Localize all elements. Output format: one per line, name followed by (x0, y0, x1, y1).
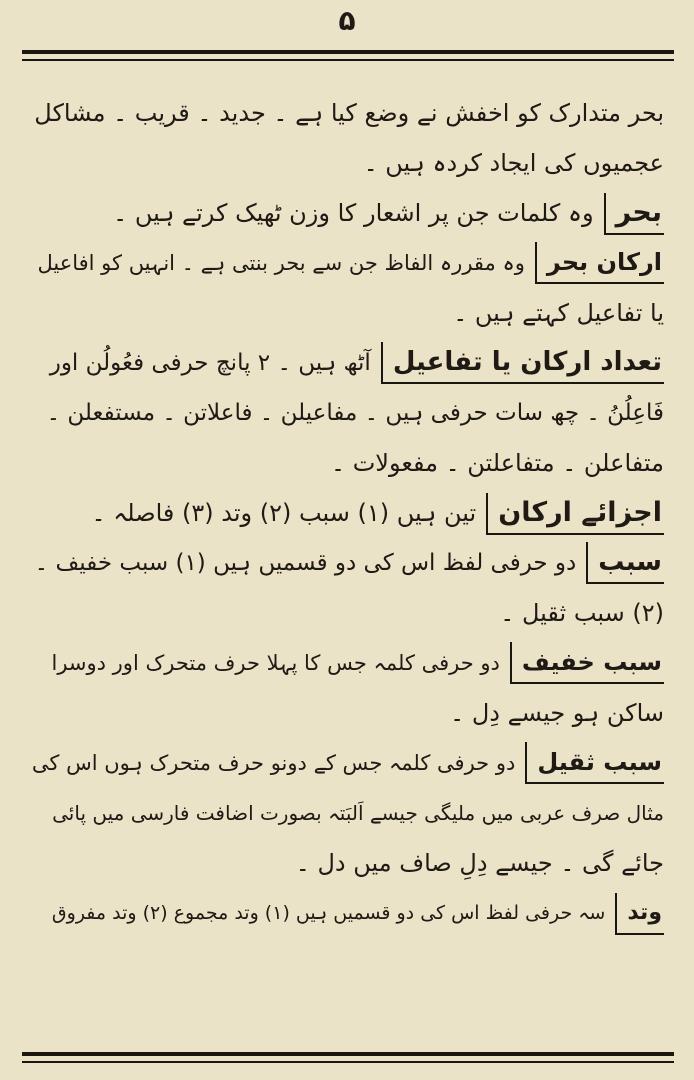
term-label: ارکان بحر (535, 242, 664, 284)
text-line (30, 588, 664, 638)
line-text: آٹھ ہیں ۔ ۲ پانچ حرفی فعُولُن اور (49, 350, 371, 376)
text-line (30, 388, 664, 438)
text-line (30, 688, 664, 738)
term-label: بحر (604, 193, 664, 235)
text-line (30, 288, 664, 338)
line-text: دو حرفی لفظ اس کی دو قسمیں ہیں (۱) سبب خفیف ۔ (34, 550, 577, 576)
line-text: (۲) سبب ثقیل ۔ (500, 599, 664, 627)
text-line (30, 438, 664, 488)
line-text: متفاعلن ۔ متفاعلتن ۔ مفعولات ۔ (331, 449, 664, 477)
definition-line (30, 638, 664, 688)
page-number: ۵ (338, 4, 356, 37)
term-label: وتد (615, 893, 664, 935)
term-label: سبب ثقیل (525, 742, 664, 784)
text-line (30, 138, 664, 188)
line-text: دو حرفی کلمہ جس کا پہلا حرف متحرک اور دوسرا (51, 651, 500, 675)
definition-line (30, 488, 664, 538)
text-line (30, 88, 664, 138)
line-text: یا تفاعیل کہتے ہیں ۔ (453, 299, 664, 327)
definition-line (30, 538, 664, 588)
line-text: تین ہیں (۱) سبب (۲) وتد (۳) فاصلہ ۔ (91, 499, 477, 527)
text-line (30, 788, 664, 838)
term-label: اجزائے ارکان (486, 493, 664, 535)
line-text: فَاعِلُنُ ۔ چھ سات حرفی ہیں ۔ مفاعیلن ۔ فاعلاتن ۔ مستفعلن ۔ (46, 400, 664, 426)
line-text: ساکن ہو جیسے دِل ۔ (450, 699, 664, 727)
term-label: سبب (586, 542, 664, 584)
line-text: مثال صرف عربی میں ملیگی جیسے اَلبَتہ بصورت اضافت فارسی میں پائی (52, 801, 664, 825)
line-text: سہ حرفی لفظ اس کی دو قسمیں ہیں (۱) وتد مجموع (۲) وتد مفروق (51, 902, 606, 924)
term-label: تعداد ارکان یا تفاعیل (381, 342, 664, 384)
definition-line (30, 188, 664, 238)
line-text: وہ مقررہ الفاظ جن سے بحر بنتی ہے ۔ انہیں کو افاعیل (37, 251, 525, 275)
page-body (30, 88, 664, 938)
line-text: جائے گی ۔ جیسے دِلِ صاف میں دل ۔ (295, 849, 664, 877)
term-label: سبب خفیف (510, 642, 664, 684)
line-text: بحر متدارک کو اخفش نے وضع کیا ہے ۔ جدید ۔ قریب ۔ مشاکل (34, 99, 664, 127)
text-line (30, 838, 664, 888)
line-text: عجمیوں کی ایجاد کردہ ہیں ۔ (363, 149, 664, 177)
definition-line (30, 238, 664, 288)
definition-line (30, 738, 664, 788)
definition-line (30, 888, 664, 938)
definition-line (30, 338, 664, 388)
line-text: دو حرفی کلمہ جس کے دونو حرف متحرک ہوں اس کی (31, 751, 516, 775)
line-text: وہ کلمات جن پر اشعار کا وزن ٹھیک کرتے ہیں ۔ (113, 199, 594, 227)
